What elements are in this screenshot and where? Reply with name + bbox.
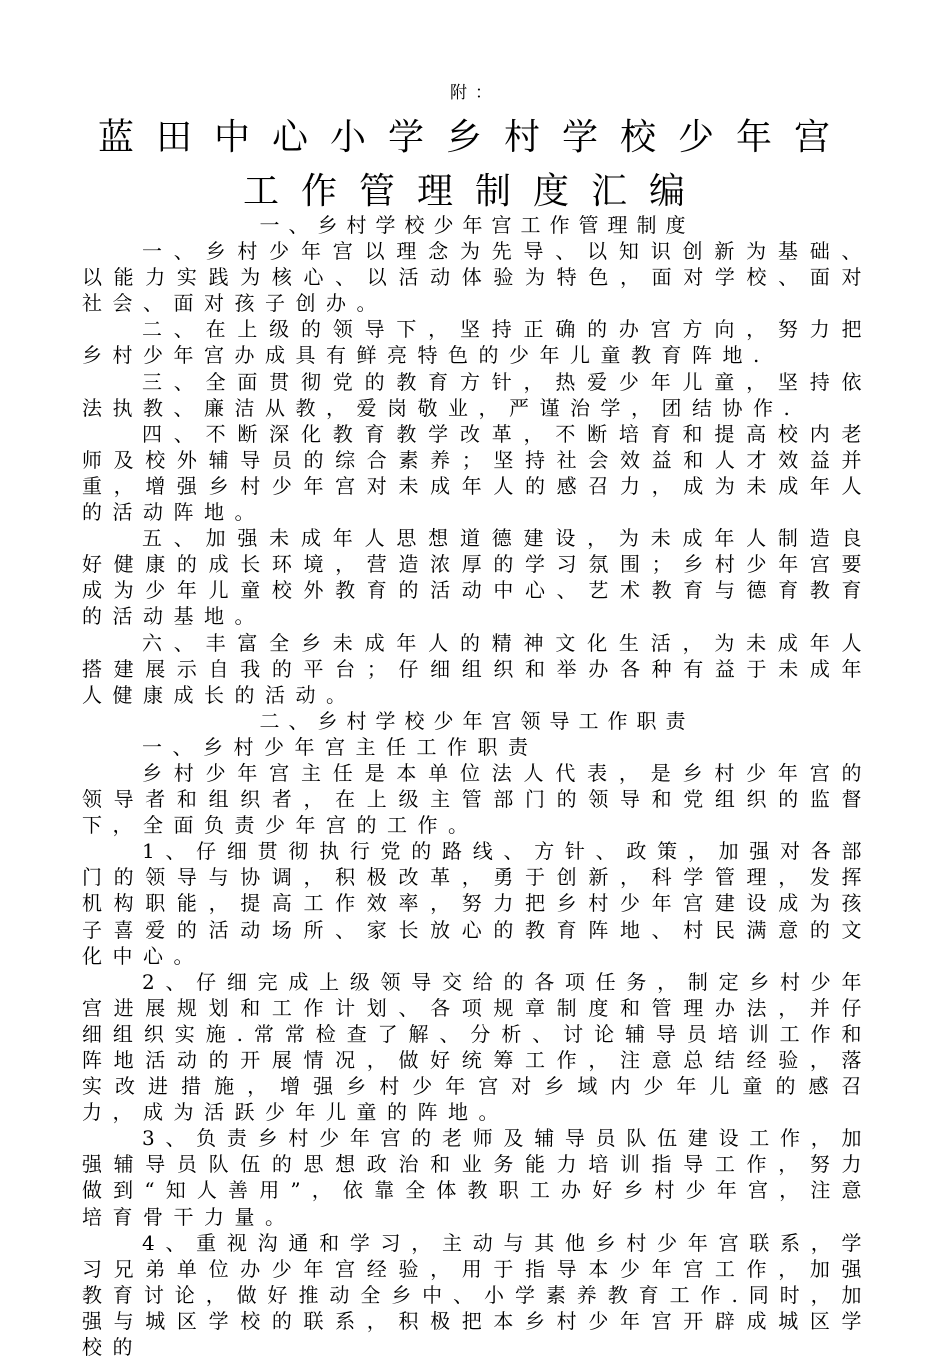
section-1-item-1: 一、乡村少年宫以理念为先导、以知识创新为基础、以能力实践为核心、以活动体验为特色，面对学校、面对社会、面对孩子创办。: [82, 239, 872, 316]
section-2-heading: 二、乡村学校少年宫领导工作职责: [259, 708, 695, 733]
annex-label: 附：: [450, 83, 500, 103]
section-2-intro: 乡村少年宫主任是本单位法人代表，是乡村少年宫的领导者和组织者，在上级主管部门的领导和党组织的监督下，全面负责少年宫的工作。: [82, 760, 872, 838]
section-1-item-4: 四、不断深化教育教学改革，不断培育和提高校内老师及校外辅导员的综合素养；坚持社会效益和人才效益并重，增强乡村少年宫对未成年人的感召力，成为未成年人的活动阵地。: [82, 421, 872, 525]
section-2-item-4: 4、重视沟通和学习，主动与其他乡村少年宫联系，学习兄弟单位办少年宫经验，用于指导本少年宫工作，加强教育讨论，做好推动全乡中、小学素养教育工作.同时，加强与城区学校的联系，积极把本乡村少年宫开辟成城区学校的: [82, 1230, 872, 1360]
section-1-item-5: 五、加强未成年人思想道德建设，为未成年人制造良好健康的成长环境，营造浓厚的学习氛围；乡村少年宫要成为少年儿童校外教育的活动中心、艺术教育与德育教育的活动基地。: [82, 526, 872, 629]
section-1-heading: 一、乡村学校少年宫工作管理制度: [259, 213, 695, 237]
document-title-line-2: 工作管理制度汇编: [242, 171, 707, 212]
section-1-item-2: 二、在上级的领导下，坚持正确的办宫方向，努力把乡村少年宫办成具有鲜亮特色的少年儿童教育阵地.: [82, 317, 872, 368]
section-2-item-2: 2、仔细完成上级领导交给的各项任务，制定乡村少年宫进展规划和工作计划、各项规章制度和管理办法，并仔细组织实施.常常检查了解、分析、讨论辅导员培训工作和阵地活动的开展情况，做好统筹工作，注意总结经验，落实改进措施，增强乡村少年宫对乡域内少年儿童的感召力，成为活跃少年儿童的阵地。: [82, 969, 872, 1125]
document-body: [82, 212, 872, 1360]
section-1-item-6: 六、丰富全乡未成年人的精神文化生活，为未成年人搭建展示自我的平台；仔细组织和举办各种有益于未成年人健康成长的活动。: [82, 630, 872, 707]
section-2-subheading: 一、乡村少年宫主任工作职责: [142, 734, 539, 759]
section-1-item-3: 三、全面贯彻党的教育方针，热爱少年儿童，坚持依法执教、廉洁从教，爱岗敬业，严谨治学，团结协作.: [82, 369, 872, 420]
document-title-line-1: 蓝田中心小学乡村学校少年宫: [97, 117, 852, 158]
section-2-item-1: 1、仔细贯彻执行党的路线、方针、政策，加强对各部门的领导与协调，积极改革，勇于创新，科学管理，发挥机构职能，提高工作效率，努力把乡村少年宫建设成为孩子喜爱的活动场所、家长放心的教育阵地、村民满意的文化中心。: [82, 839, 872, 968]
section-2-item-3: 3、负责乡村少年宫的老师及辅导员队伍建设工作，加强辅导员队伍的思想政治和业务能力培训指导工作，努力做到“知人善用”，依靠全体教职工办好乡村少年宫，注意培育骨干力量。: [82, 1126, 872, 1229]
